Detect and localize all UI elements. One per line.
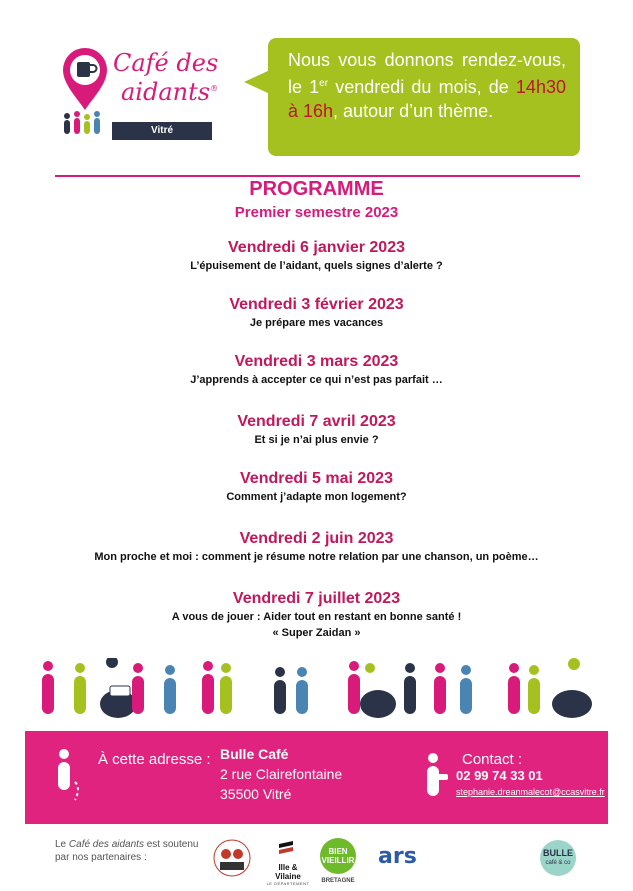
event-date: Vendredi 3 février 2023 [229, 296, 404, 313]
bien-vieillir-line2: VIEILLIR [321, 856, 355, 865]
address-label: À cette adresse : [98, 751, 211, 768]
event-date: Vendredi 2 juin 2023 [239, 530, 394, 547]
registered-mark: ® [210, 84, 219, 93]
contact-label: Contact : [462, 751, 523, 768]
partners-text-prefix: Le [55, 839, 69, 850]
event-item [0, 529, 633, 565]
event-date: Vendredi 5 mai 2023 [240, 470, 393, 487]
venue-street: 2 rue Clairefontaine [220, 766, 343, 782]
event-topic: Je prépare mes vacances [249, 317, 384, 329]
event-topic: Mon proche et moi : comment je résume notre relation par une chanson, un poème… [94, 551, 539, 563]
ille-vilaine-logo [265, 840, 311, 886]
bubble-text-3: , autour d’un thème. [333, 101, 494, 121]
bubble-tail [244, 70, 270, 94]
event-item [0, 352, 633, 388]
venue-name: Bulle Café [220, 746, 289, 762]
ille-vilaine-mark-icon [277, 840, 299, 858]
contact-phone[interactable]: 02 99 74 33 01 [456, 768, 543, 783]
conference-financeurs-logo [210, 838, 254, 880]
partners-text-line2: par nos partenaires : [55, 852, 147, 863]
partners-text [55, 838, 198, 864]
logo-title [113, 50, 218, 105]
location-badge: Vitré [112, 122, 212, 140]
event-item [0, 238, 633, 274]
event-topic: Comment j’adapte mon logement? [226, 491, 407, 503]
program-subtitle: Premier semestre 2023 [234, 204, 399, 221]
event-date: Vendredi 7 juillet 2023 [232, 590, 401, 607]
location-person-icon [55, 748, 85, 804]
bulle-logo-tagline: café & co [545, 860, 571, 866]
event-date: Vendredi 6 janvier 2023 [228, 239, 405, 256]
event-topic: A vous de jouer : Aider tout en restant en bonne santé ! [171, 611, 462, 623]
logo-title-line1: Café des [113, 49, 219, 77]
event-topic: Et si je n’ai plus envie ? [254, 434, 379, 446]
people-illustration [40, 658, 600, 722]
event-item [0, 469, 633, 505]
bubble-text [288, 48, 566, 123]
program-title: PROGRAMME [249, 178, 384, 200]
bien-vieillir-logo [320, 838, 356, 874]
event-item [0, 295, 633, 331]
event-topic: J’apprends à accepter ce qui n’est pas parfait … [190, 374, 443, 386]
ille-vilaine-subtitle: LE DÉPARTEMENT [266, 881, 310, 886]
event-topic-line2: « Super Zaidan » [272, 627, 361, 639]
divider [55, 175, 580, 177]
bubble-text-1: Nous vous donnons rendez-vous, le 1 [288, 50, 566, 97]
contact-email[interactable]: stephanie.dreanmalecot@ccasvitre.fr [456, 787, 605, 797]
bulle-logo-name: BULLE [543, 848, 573, 858]
partners-text-suffix: est soutenu [143, 839, 199, 850]
bubble-time: 14h30 à 16h [288, 77, 566, 121]
event-item [0, 412, 633, 448]
bulle-cafe-logo [540, 840, 576, 876]
event-topic: L’épuisement de l’aidant, quels signes d’alerte ? [190, 260, 443, 272]
venue-city: 35500 Vitré [220, 786, 292, 802]
people-icon [40, 658, 600, 722]
event-item [0, 589, 633, 641]
partners-text-em: Café des aidants [68, 839, 144, 850]
contact-person-icon [424, 752, 454, 802]
logo-title-line2: aidants [121, 78, 211, 106]
event-date: Vendredi 7 avril 2023 [237, 413, 396, 430]
bubble-text-2: vendredi du mois, de [328, 77, 516, 97]
bien-vieillir-line1: BIEN [328, 847, 348, 856]
event-date: Vendredi 3 mars 2023 [234, 353, 399, 370]
bubble-sup: er [319, 78, 329, 89]
bretagne-label: BRETAGNE [321, 878, 355, 884]
ille-vilaine-name: Ille & Vilaine [275, 863, 301, 881]
ars-logo: ars [378, 844, 417, 869]
